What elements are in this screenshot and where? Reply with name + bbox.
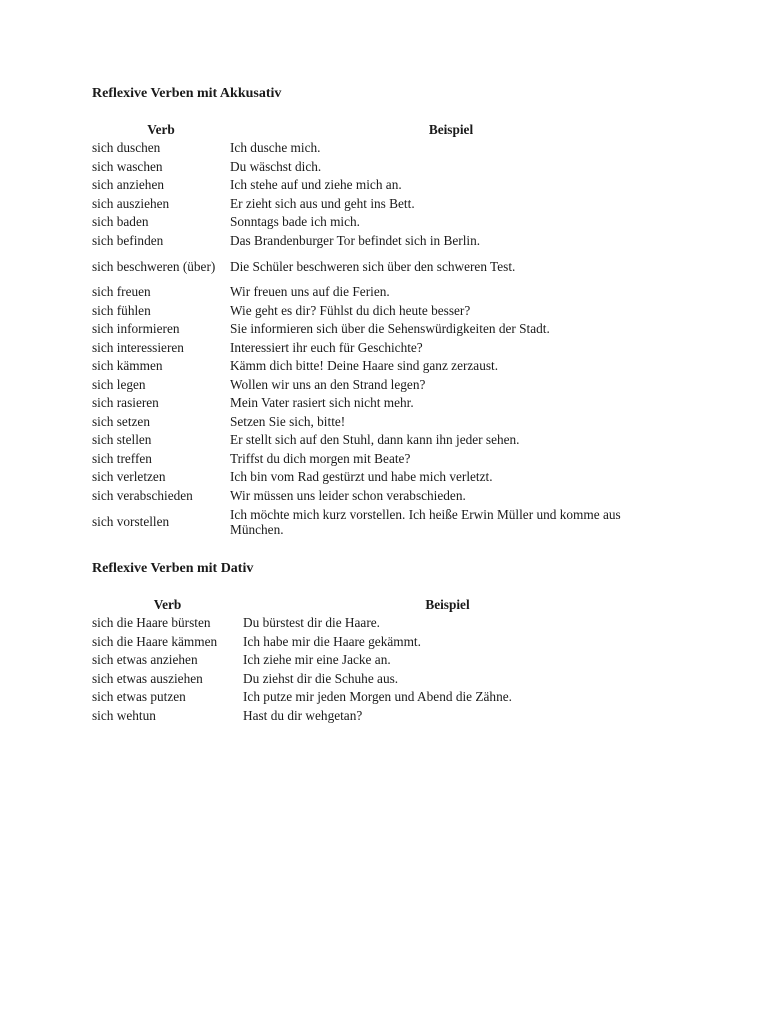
example-cell: Setzen Sie sich, bitte! <box>230 413 346 429</box>
verb-cell: sich waschen <box>92 158 163 174</box>
column-header-example: Beispiel <box>428 121 474 137</box>
table-row <box>92 376 672 395</box>
verb-cell: sich freuen <box>92 284 151 300</box>
table-row <box>92 250 672 283</box>
verb-cell: sich etwas ausziehen <box>92 670 203 686</box>
akkusativ-table <box>92 120 672 538</box>
verb-cell: sich verabschieden <box>92 487 193 503</box>
table-row <box>92 339 672 358</box>
verb-cell: sich etwas anziehen <box>92 652 198 668</box>
example-cell: Hast du dir wehgetan? <box>243 707 363 723</box>
verb-cell: sich kämmen <box>92 358 163 374</box>
table-row <box>92 320 672 339</box>
verb-cell: sich beschweren (über) <box>92 259 216 274</box>
dativ-table-body <box>92 614 652 725</box>
verb-cell: sich setzen <box>92 413 150 429</box>
table-row <box>92 651 652 670</box>
table-header-row <box>92 120 672 139</box>
verb-cell: sich informieren <box>92 321 180 337</box>
verb-cell: sich befinden <box>92 232 164 248</box>
example-cell: Sie informieren sich über die Sehenswürdigkeiten der Stadt. <box>230 321 550 337</box>
dativ-table <box>92 595 652 725</box>
example-cell: Wie geht es dir? Fühlst du dich heute besser? <box>230 302 471 318</box>
example-cell: Wir freuen uns auf die Ferien. <box>230 284 390 300</box>
verb-cell: sich vorstellen <box>92 514 170 529</box>
section-title-dativ: Reflexive Verben mit Dativ <box>92 561 254 576</box>
akkusativ-table-body <box>92 139 672 538</box>
example-cell: Wir müssen uns leider schon verabschieden. <box>230 487 466 503</box>
section-title-akkusativ: Reflexive Verben mit Akkusativ <box>92 86 282 101</box>
verb-cell: sich die Haare bürsten <box>92 615 211 631</box>
table-row <box>92 176 672 195</box>
verb-cell: sich stellen <box>92 432 152 448</box>
example-cell: Er stellt sich auf den Stuhl, dann kann ihn jeder sehen. <box>230 432 520 448</box>
table-row <box>92 283 672 302</box>
column-header-example: Beispiel <box>425 596 470 612</box>
verb-cell: sich legen <box>92 376 146 392</box>
table-row <box>92 213 672 232</box>
table-row <box>92 413 672 432</box>
verb-cell: sich treffen <box>92 450 152 466</box>
table-row <box>92 394 672 413</box>
example-cell: Triffst du dich morgen mit Beate? <box>230 450 411 466</box>
table-row <box>92 232 672 251</box>
verb-cell: sich anziehen <box>92 177 164 193</box>
example-cell: Kämm dich bitte! Deine Haare sind ganz zerzaust. <box>230 358 499 374</box>
verb-cell: sich die Haare kämmen <box>92 633 218 649</box>
example-cell: Er zieht sich aus und geht ins Bett. <box>230 195 415 211</box>
table-row <box>92 450 672 469</box>
table-row <box>92 139 672 158</box>
table-row <box>92 431 672 450</box>
table-row <box>92 670 652 689</box>
example-cell: Ich habe mir die Haare gekämmt. <box>243 633 421 649</box>
table-row <box>92 302 672 321</box>
table-row <box>92 158 672 177</box>
example-cell: Ich ziehe mir eine Jacke an. <box>243 652 391 668</box>
example-cell: Ich putze mir jeden Morgen und Abend die Zähne. <box>243 689 512 705</box>
table-row <box>92 357 672 376</box>
verb-cell: sich rasieren <box>92 395 159 411</box>
example-cell: Interessiert ihr euch für Geschichte? <box>230 339 423 355</box>
column-header-verb: Verb <box>147 121 175 137</box>
example-cell: Mein Vater rasiert sich nicht mehr. <box>230 395 414 411</box>
verb-cell: sich etwas putzen <box>92 689 186 705</box>
table-row <box>92 195 672 214</box>
table-row <box>92 707 652 726</box>
table-row <box>92 633 652 652</box>
column-header-verb: Verb <box>153 596 182 612</box>
verb-cell: sich duschen <box>92 140 161 156</box>
table-header-row <box>92 595 652 614</box>
table-row <box>92 614 652 633</box>
example-cell: Die Schüler beschweren sich über den schweren Test. <box>230 259 516 274</box>
verb-cell: sich interessieren <box>92 339 184 355</box>
verb-cell: sich fühlen <box>92 302 151 318</box>
example-cell: Du wäschst dich. <box>230 158 322 174</box>
table-row <box>92 688 652 707</box>
example-cell: Wollen wir uns an den Strand legen? <box>230 376 426 392</box>
example-cell: Du bürstest dir die Haare. <box>243 615 380 631</box>
example-cell: Ich bin vom Rad gestürzt und habe mich verletzt. <box>230 469 493 485</box>
verb-cell: sich wehtun <box>92 707 156 723</box>
example-cell: Ich möchte mich kurz vorstellen. Ich heiße Erwin Müller und komme aus München. <box>230 506 621 537</box>
table-row <box>92 487 672 506</box>
example-cell: Du ziehst dir die Schuhe aus. <box>243 670 399 686</box>
example-cell: Ich dusche mich. <box>230 140 321 156</box>
verb-cell: sich verletzen <box>92 469 166 485</box>
verb-cell: sich ausziehen <box>92 195 170 211</box>
verb-cell: sich baden <box>92 214 149 230</box>
example-cell: Ich stehe auf und ziehe mich an. <box>230 177 402 193</box>
example-cell: Das Brandenburger Tor befindet sich in Berlin. <box>230 232 481 248</box>
example-cell: Sonntags bade ich mich. <box>230 214 360 230</box>
table-row <box>92 505 672 538</box>
table-row <box>92 468 672 487</box>
